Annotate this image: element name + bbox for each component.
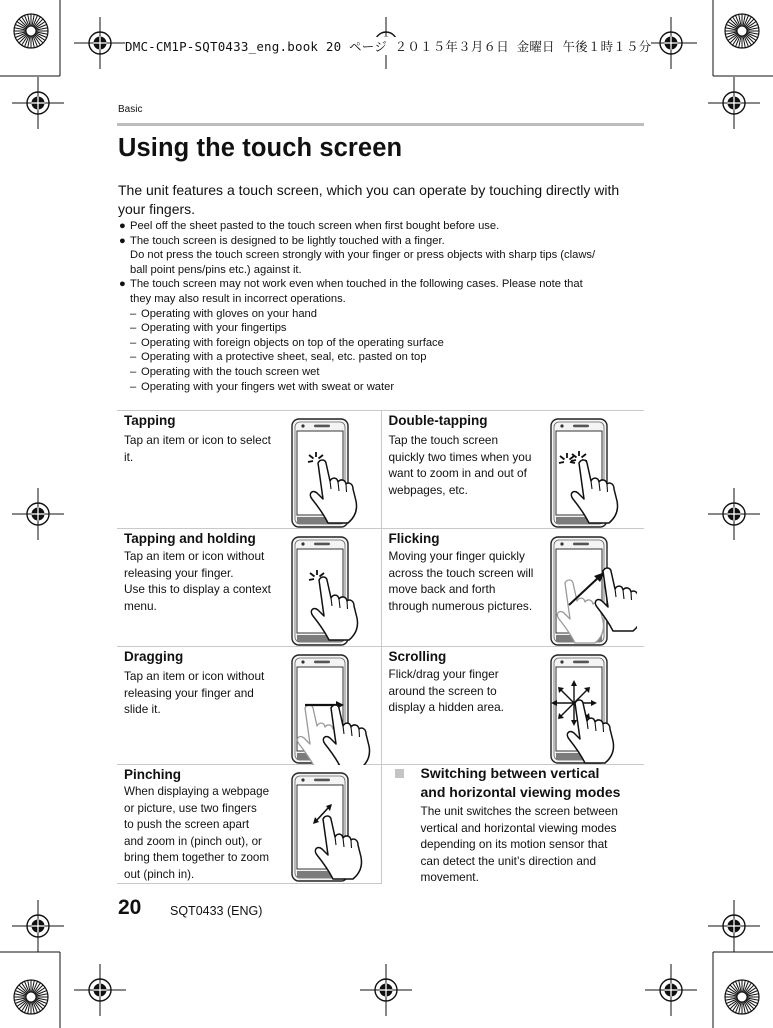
gesture-cell-double-tapping [381,411,644,529]
section-rule [117,123,644,126]
gesture-title: Dragging [124,649,184,664]
switching-modes-description: The unit switches the screen between vertical and horizontal viewing modes depending on its motion sensor that can detect the unit’s direction and movement. [420,804,618,884]
tapping-illustration [291,417,381,529]
dash-item: – Operating with gloves on your hand [130,307,318,320]
switching-modes-title: Switching between vertical and horizontal viewing modes [420,765,621,800]
gesture-cell-flicking [381,529,644,647]
bullet-item: ● The touch screen is designed to be lightly touched with a finger. Do not press the touch screen strongly with your finger or press objects with sharp tips (claws/ ball point pens/pins etc.) against it. [119,234,596,276]
gesture-description: Flick/drag your finger around the screen to display a hidden area. [388,667,504,714]
page-title: Using the touch screen [118,134,403,162]
flicking-illustration [547,535,637,647]
dash-item: – Operating with foreign objects on top of the operating surface [130,336,444,349]
gesture-cell-dragging [117,647,381,765]
gesture-description: Tap an item or icon without releasing your finger. Use this to display a context menu. [124,549,271,613]
gesture-table [117,410,644,884]
gesture-description: Tap the touch screen quickly two times when you want to zoom in and out of webpages, etc. [388,433,532,497]
gesture-cell-scrolling [381,647,644,765]
document-code: SQT0433 (ENG) [170,904,263,918]
gesture-title: Scrolling [388,649,447,664]
scrolling-illustration [547,653,637,765]
gesture-description: Tap an item or icon without releasing your finger and slide it. [124,669,265,716]
page-number: 20 [118,896,142,919]
square-bullet-icon [395,769,404,778]
bullet-item: ● Peel off the sheet pasted to the touch screen when first bought before use. [119,220,500,232]
bullet-dot: ● [119,234,126,247]
gesture-cell-tapping-holding [117,529,381,647]
bullet-item: ● The touch screen may not work even when touched in the following cases. Please note that they may also result in incorrect operations. [119,278,583,305]
gesture-title: Tapping [124,413,176,428]
dragging-illustration [291,653,381,765]
section-label: Basic [118,104,143,115]
notes-list [118,219,653,394]
pinching-illustration [291,771,381,883]
gesture-description: Tap an item or icon to select it. [124,433,271,464]
switching-modes-cell [381,765,644,884]
gesture-description: Moving your finger quickly across the touch screen will move back and forth through numerous pictures. [388,549,534,613]
print-header: DMC-CM1P-SQT0433_eng.book 20 ページ ２０１５年３月６日 金曜日 午後１時１５分 [125,39,652,54]
dash-item: – Operating with a protective sheet, seal, etc. pasted on top [130,351,427,364]
gesture-title: Double-tapping [388,413,488,428]
dash-item: – Operating with your fingertips [130,322,287,335]
tapping-holding-illustration [291,535,381,647]
dash-item: – Operating with your fingers wet with sweat or water [130,380,395,393]
double-tapping-illustration [547,417,637,529]
gesture-title: Pinching [124,767,181,782]
gesture-cell-pinching [117,765,381,884]
dash-item: – Operating with the touch screen wet [130,365,320,378]
gesture-title: Tapping and holding [124,531,256,546]
gesture-cell-tapping [117,411,381,529]
bullet-dot: ● [119,278,126,291]
gesture-description: When displaying a webpage or picture, use two fingers to push the screen apart and zoom in (pinch out), or bring them together to zoom out (pinch in). [124,785,270,881]
intro-paragraph: The unit features a touch screen, which you can operate by touching directly with your fingers. [118,182,620,217]
bullet-dot: ● [119,220,126,232]
gesture-title: Flicking [388,531,440,546]
